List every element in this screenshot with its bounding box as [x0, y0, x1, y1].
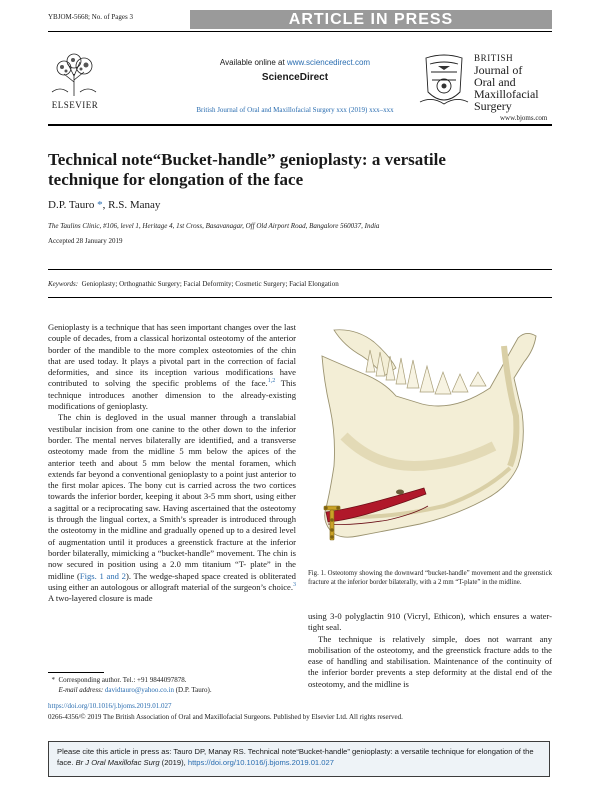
- running-head: YBJOM-5668; No. of Pages 3: [48, 13, 133, 21]
- header-rule: [48, 31, 552, 32]
- keywords-top-rule: [48, 269, 552, 270]
- cite-doi-link[interactable]: https://doi.org/10.1016/j.bjoms.2019.01.027: [187, 757, 334, 767]
- paragraph-4: The technique is relatively simple, does not warrant any mobilisation of the osteotomy, and the greenstick fracture adds to the ease of handling and stabilisation. Maintenance of the continuity of the inferior border prevents a step deformity at the distal end of the osteotomy, and the midline is: [308, 633, 552, 689]
- article-in-press-banner: ARTICLE IN PRESS: [190, 10, 552, 29]
- figure-ref-link[interactable]: Figs. 1 and 2: [79, 570, 126, 581]
- bjoms-url[interactable]: www.bjoms.com: [500, 114, 548, 122]
- journal-citation-link[interactable]: British Journal of Oral and Maxillofacial Surgery xxx (2019) xxx–xxx: [196, 106, 394, 114]
- footnote: * Corresponding author. Tel.: +91 9844097878. E-mail address: davidtauro@yahoo.co.in (D.P. Tauro).: [51, 676, 212, 694]
- ref-1-2[interactable]: 1,2: [267, 378, 276, 385]
- author-email-link[interactable]: davidtauro@yahoo.co.in: [104, 686, 174, 694]
- mental-foramen: [396, 490, 404, 495]
- keywords: Keywords: Genioplasty; Orthognathic Surgery; Facial Deformity; Cosmetic Surgery; Facial Elongation: [48, 280, 339, 288]
- masthead-rule: [48, 124, 552, 126]
- paragraph-3: using 3-0 polyglactin 910 (Vicryl, Ethicon), which ensures a water-tight seal.: [308, 611, 552, 633]
- author-manay: , R.S. Manay: [102, 199, 161, 211]
- body-right-column: [308, 611, 552, 690]
- figure-caption: Fig. 1. Osteotomy showing the downward “bucket-handle” movement and the greenstick fracture at the inferior border bilaterally, with a 2 mm “T-plate” in the midline.: [308, 570, 552, 586]
- keywords-bottom-rule: [48, 297, 552, 298]
- corresponding-author-note: Corresponding author. Tel.: +91 9844097878.: [58, 676, 187, 684]
- author-tauro: D.P. Tauro: [48, 199, 98, 211]
- affiliation: The Taulins Clinic, #106, level 1, Heritage 4, 1st Cross, Basavanagar, Off Old Airport Road, Bangalore 560037, India: [48, 222, 380, 230]
- paragraph-1: Genioplasty is a technique that has seen important changes over the last couple of decades, from a classical horizontal osteotomy of the anterior border of the mandible to the more complex osteotomies of the chin that are used today. It plays a pivotal part in the correction of facial deformities, and since its inception various modifications have contributed to solving the specific problems of the face.$^{1,2}$ This technique introduces another dimension to the already-existing modifications of genioplasty.: [48, 322, 296, 412]
- sciencedirect-wordmark: ScienceDirect: [261, 72, 329, 83]
- bjoms-crest-logo: [416, 52, 472, 112]
- elsevier-wordmark: ELSEVIER: [51, 100, 99, 110]
- elsevier-tree-logo: [46, 52, 102, 98]
- footnote-rule: [48, 672, 104, 673]
- ref-3[interactable]: 3: [293, 581, 296, 588]
- available-online: Available online at www.sciencedirect.com: [219, 58, 371, 67]
- mandible-figure: [304, 316, 552, 566]
- cite-this-article-box: Please cite this article in press as: Tauro DP, Manay RS. Technical note“Bucket-handle” genioplasty: a versatile technique for elongation of the face. Br J Oral Maxillofac Surg (2019), https://doi.org/10.1016/j.bjoms.2019.01.027: [48, 741, 550, 777]
- bjoms-society-name: BRITISH Journal of Oral and Maxillofacial Surgery: [474, 53, 539, 113]
- corresponding-author-mark[interactable]: *: [97, 199, 103, 211]
- body-left-column: [48, 322, 296, 604]
- accepted-date: Accepted 28 January 2019: [48, 237, 123, 245]
- author-list: [48, 199, 160, 211]
- issn-copyright: 0266-4356/© 2019 The British Association of Oral and Maxillofacial Surgeons. Published by Elsevier Ltd. All rights reserved.: [48, 713, 403, 721]
- paragraph-2: The chin is degloved in the usual manner through a translabial vestibular incision from one canine to the other down to the inferior border. The mental nerves bilaterally are identified, and a transverse osteotomy made from the midline 5 mm below the apices of the anterior teeth and about 5 mm below the mental foramen, which extends far beyond a conventional genioplasty to a point just anterior to the first molar apices. The bony cut is carried across the two cortices towards the inferior border, keeping it about 3-5 mm short, using either a sagittal or a reciprocating saw. Having ascertained that the osteotomy is through the lingual cortex, a Smith’s spreader is introduced through the osteotomy in the midline and gradually opened up to a desired level of augmentation until it produces a greenstick fracture at the inferior border bilaterally, mimicking a “bucket-handle” movement. The chin is now secured in position using a 2.0 mm titanium “T- plate” in the midline (Figs. 1 and 2). The wedge-shaped space created is obliterated using either an autologous or allograft material of the surgeon’s choice.$^3$ A two-layered closure is made: [48, 412, 296, 604]
- sciencedirect-link[interactable]: www.sciencedirect.com: [286, 58, 371, 67]
- article-title: Technical note“Bucket-handle” genioplasty: a versatile technique for elongation of the face: [48, 150, 446, 189]
- doi-link[interactable]: https://doi.org/10.1016/j.bjoms.2019.01.027: [48, 702, 172, 710]
